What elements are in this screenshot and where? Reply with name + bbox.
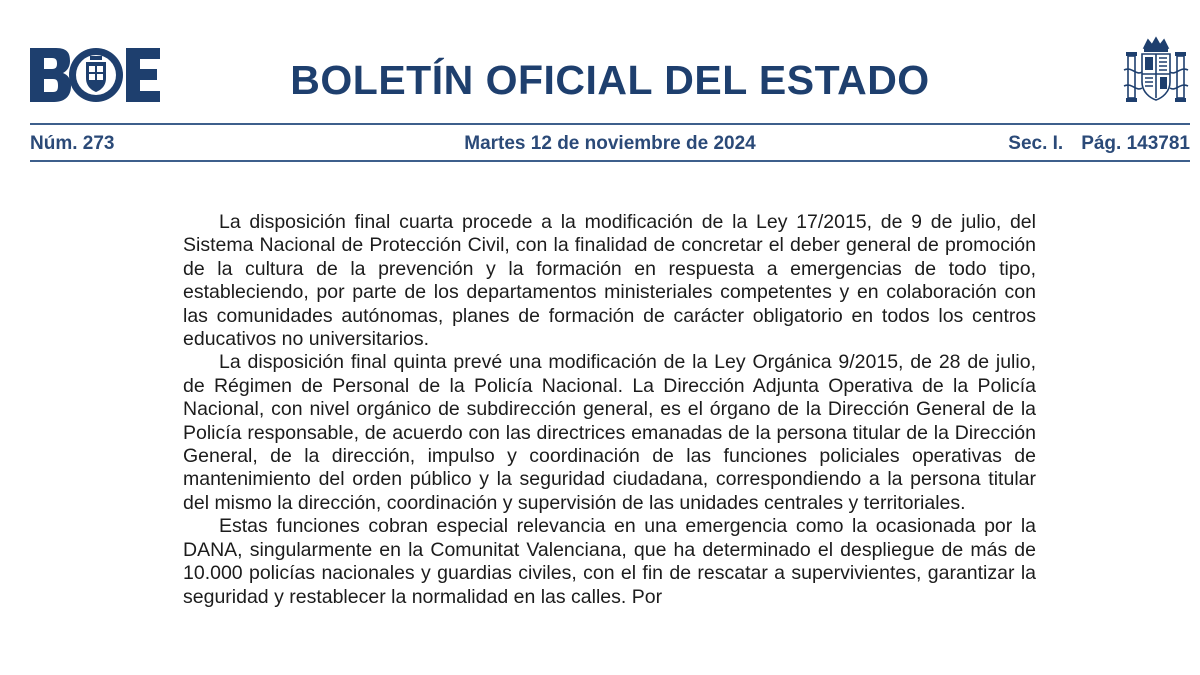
section-page xyxy=(1008,133,1190,155)
issue-number: Núm. 273 xyxy=(30,133,115,154)
paragraph: La disposición final cuarta procede a la modificación de la Ley 17/2015, de 9 de julio, del Sistema Nacional de Protección Civil, con la finalidad de concretar el deber general de promoción de la cultura de la prevención y la formación en respuesta a emergencias de todo tipo, estableciendo, por parte de los departamentos ministeriales competentes y en colaboración con las comunidades autónomas, planes de formación de carácter obligatorio en todos los centros educativos no universitarios. xyxy=(183,211,1036,351)
header-rule-top xyxy=(30,123,1190,125)
paragraph: La disposición final quinta prevé una modificación de la Ley Orgánica 9/2015, de 28 de julio, de Régimen de Personal de la Policía Nacional. La Dirección Adjunta Operativa de la Policía Nacional, con nivel orgánico de subdirección general, es el órgano de la Dirección General de la Policía responsable, de acuerdo con las directrices emanadas de la persona titular de la Dirección General, de la dirección, impulso y coordinación de las funciones policiales operativas de mantenimiento del orden público y la seguridad ciudadana, correspondiendo a la persona titular del mismo la dirección, coordinación y supervisión de las unidades centrales y territoriales. xyxy=(183,351,1036,514)
section-label: Sec. I. xyxy=(1008,133,1064,154)
boe-logo-icon xyxy=(30,48,160,102)
paragraph: Estas funciones cobran especial relevancia en una emergencia como la ocasionada por la DANA, singularmente en la Comunitat Valenciana, que ha determinado el despliegue de más de 10.000 policías nacionales y guardias civiles, con el fin de rescatar a supervivientes, garantizar la seguridad y restablecer la normalidad en las calles. Por xyxy=(183,515,1036,608)
page-number: Pág. 143781 xyxy=(1081,133,1190,154)
publication-title: BOLETÍN OFICIAL DEL ESTADO xyxy=(290,57,930,103)
coat-of-arms-icon xyxy=(1122,36,1190,108)
issue-date: Martes 12 de noviembre de 2024 xyxy=(464,133,756,154)
document-body xyxy=(183,211,1036,609)
header-rule-bottom xyxy=(30,160,1190,162)
